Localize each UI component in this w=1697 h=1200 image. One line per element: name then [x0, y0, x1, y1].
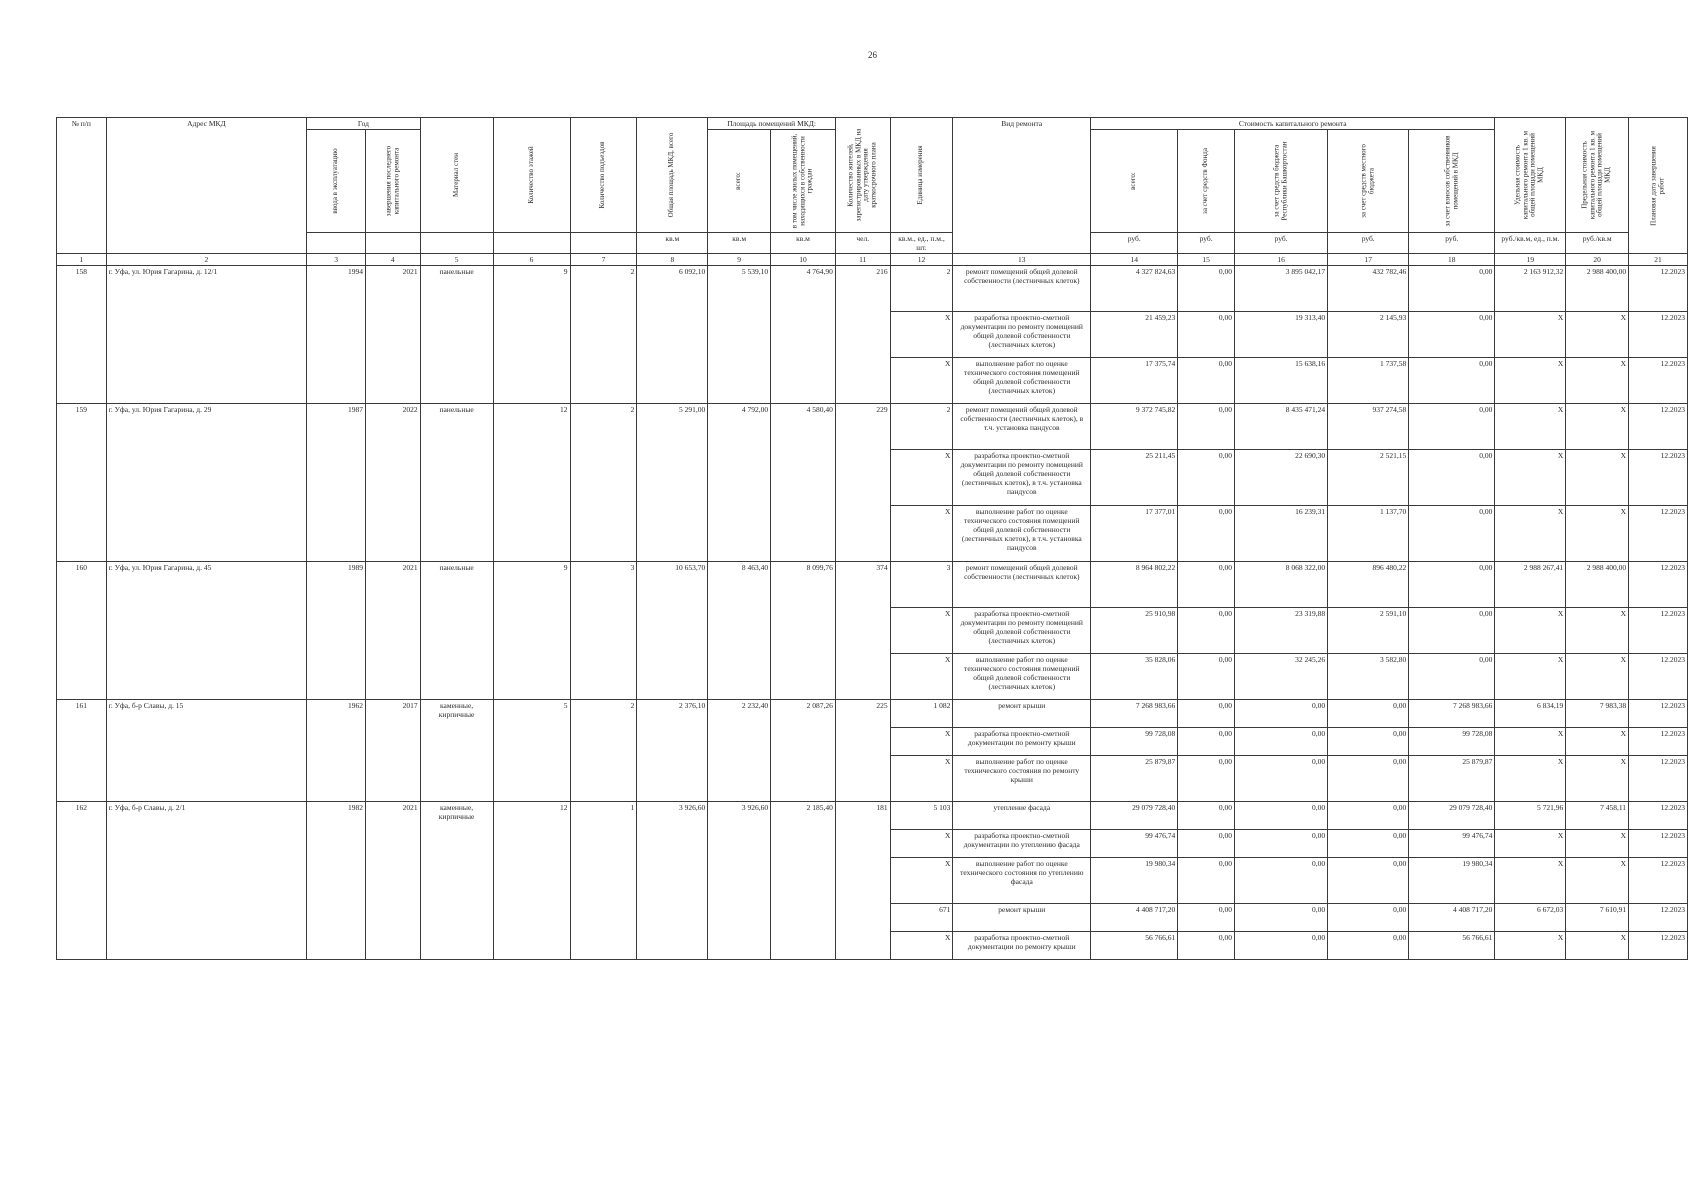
cell-owners: 0,00 — [1409, 404, 1495, 450]
cell-unit-cost: X — [1495, 932, 1566, 960]
cell-no: 159 — [57, 404, 107, 562]
cell-fund: 0,00 — [1178, 654, 1235, 700]
cell-deadline: 12.2023 — [1629, 802, 1688, 830]
cell-year-last-repair: 2017 — [365, 700, 420, 802]
cell-premises-total: 4 792,00 — [708, 404, 771, 562]
cell-year-commission: 1982 — [307, 802, 366, 960]
cell-repair-type: выполнение работ по оценке технического состояния помещений общей долевой собственности (лестничных клеток) — [953, 358, 1091, 404]
cell-cost-total: 25 879,87 — [1091, 756, 1178, 802]
cell-unit: 671 — [890, 904, 953, 932]
cell-address: г. Уфа, б-р Славы, д. 2/1 — [106, 802, 307, 960]
hdr-material: Материал стен — [420, 118, 493, 233]
cell-repair-type: ремонт крыши — [953, 904, 1091, 932]
cell-premises-total: 5 539,10 — [708, 266, 771, 404]
cell-budget-local: 1 737,58 — [1328, 358, 1409, 404]
unit-cell — [420, 233, 493, 254]
cell-fund: 0,00 — [1178, 756, 1235, 802]
unit-cell — [307, 233, 366, 254]
cell-material: каменные, кирпичные — [420, 700, 493, 802]
cell-max-cost: X — [1566, 728, 1629, 756]
cell-deadline: 12.2023 — [1629, 450, 1688, 506]
cell-premises-total: 3 926,60 — [708, 802, 771, 960]
cell-budget-local: 0,00 — [1328, 756, 1409, 802]
cell-unit: X — [890, 312, 953, 358]
cell-cost-total: 19 980,34 — [1091, 858, 1178, 904]
cell-total-area: 2 376,10 — [637, 700, 708, 802]
cell-unit: 2 — [890, 404, 953, 450]
unit-cell: кв.м — [637, 233, 708, 254]
cell-repair-type: ремонт помещений общей долевой собственности (лестничных клеток), в т.ч. установка пандусов — [953, 404, 1091, 450]
cell-no: 158 — [57, 266, 107, 404]
cell-budget-rb: 0,00 — [1234, 756, 1327, 802]
cell-fund: 0,00 — [1178, 312, 1235, 358]
cell-unit: X — [890, 608, 953, 654]
cell-owners: 0,00 — [1409, 450, 1495, 506]
cell-cost-total: 56 766,61 — [1091, 932, 1178, 960]
cell-max-cost: 7 983,38 — [1566, 700, 1629, 728]
cell-owners: 99 728,08 — [1409, 728, 1495, 756]
hdr-address: Адрес МКД — [106, 118, 307, 254]
column-number-cell: 19 — [1495, 254, 1566, 266]
cell-budget-local: 2 521,15 — [1328, 450, 1409, 506]
cell-owners: 0,00 — [1409, 358, 1495, 404]
cell-entrances: 2 — [570, 404, 637, 562]
cell-budget-local: 1 137,70 — [1328, 506, 1409, 562]
cell-cost-total: 17 375,74 — [1091, 358, 1178, 404]
cell-cost-total: 4 408 717,20 — [1091, 904, 1178, 932]
column-number-cell: 13 — [953, 254, 1091, 266]
unit-cell: руб. — [1328, 233, 1409, 254]
hdr-cost-total: всего: — [1091, 130, 1178, 233]
column-number-cell: 4 — [365, 254, 420, 266]
cell-cost-total: 25 910,98 — [1091, 608, 1178, 654]
cell-floors: 12 — [493, 404, 570, 562]
cell-budget-local: 0,00 — [1328, 830, 1409, 858]
unit-cell — [365, 233, 420, 254]
cell-budget-local: 2 591,10 — [1328, 608, 1409, 654]
cell-owners: 4 408 717,20 — [1409, 904, 1495, 932]
cell-unit: X — [890, 358, 953, 404]
cell-deadline: 12.2023 — [1629, 756, 1688, 802]
cell-entrances: 2 — [570, 266, 637, 404]
column-number-cell: 20 — [1566, 254, 1629, 266]
unit-cell: кв.м — [771, 233, 836, 254]
cell-material: каменные, кирпичные — [420, 802, 493, 960]
cell-fund: 0,00 — [1178, 830, 1235, 858]
cell-repair-type: выполнение работ по оценке технического состояния помещений общей долевой собственности (лестничных клеток) — [953, 654, 1091, 700]
cell-unit-cost: 2 163 912,32 — [1495, 266, 1566, 312]
cell-unit-cost: X — [1495, 450, 1566, 506]
cell-budget-local: 2 145,93 — [1328, 312, 1409, 358]
hdr-owners: за счет взносов собственников помещений в МКД — [1409, 130, 1495, 233]
cell-premises-total: 2 232,40 — [708, 700, 771, 802]
cell-budget-rb: 16 239,31 — [1234, 506, 1327, 562]
cell-max-cost: 7 458,11 — [1566, 802, 1629, 830]
hdr-floors: Количество этажей — [493, 118, 570, 233]
hdr-unit: Единица измерения — [890, 118, 953, 233]
cell-deadline: 12.2023 — [1629, 562, 1688, 608]
cell-year-last-repair: 2021 — [365, 562, 420, 700]
hdr-premises-residential: в том числе жилых помещений, находящихся в собственности граждан — [771, 130, 836, 233]
cell-premises-residential: 4 580,40 — [771, 404, 836, 562]
cell-repair-type: разработка проектно-сметной документации по ремонту крыши — [953, 932, 1091, 960]
cell-unit: 5 103 — [890, 802, 953, 830]
cell-owners: 0,00 — [1409, 608, 1495, 654]
cell-max-cost: X — [1566, 608, 1629, 654]
cell-premises-total: 8 463,40 — [708, 562, 771, 700]
cell-max-cost: 7 610,91 — [1566, 904, 1629, 932]
cell-cost-total: 99 476,74 — [1091, 830, 1178, 858]
cell-deadline: 12.2023 — [1629, 904, 1688, 932]
hdr-no: № п/п — [57, 118, 107, 254]
column-number-cell: 8 — [637, 254, 708, 266]
cell-fund: 0,00 — [1178, 450, 1235, 506]
cell-budget-local: 937 274,58 — [1328, 404, 1409, 450]
cell-budget-rb: 0,00 — [1234, 728, 1327, 756]
cell-premises-residential: 4 764,90 — [771, 266, 836, 404]
unit-cell: руб. — [1091, 233, 1178, 254]
cell-no: 160 — [57, 562, 107, 700]
cell-repair-type: выполнение работ по оценке технического состояния по ремонту крыши — [953, 756, 1091, 802]
cell-cost-total: 7 268 983,66 — [1091, 700, 1178, 728]
cell-deadline: 12.2023 — [1629, 858, 1688, 904]
cell-max-cost: X — [1566, 756, 1629, 802]
cell-budget-rb: 0,00 — [1234, 830, 1327, 858]
cell-unit: X — [890, 830, 953, 858]
cell-premises-residential: 8 099,76 — [771, 562, 836, 700]
hdr-year-last-repair: завершения последнего капитального ремонта — [365, 130, 420, 233]
column-number-cell: 12 — [890, 254, 953, 266]
cell-budget-local: 896 480,22 — [1328, 562, 1409, 608]
unit-cell: руб. — [1178, 233, 1235, 254]
cell-unit: X — [890, 450, 953, 506]
column-number-cell: 18 — [1409, 254, 1495, 266]
hdr-unit-cost: Удельная стоимость капитального ремонта 1 кв. м общей площади помещений МКД — [1495, 118, 1566, 233]
cell-fund: 0,00 — [1178, 358, 1235, 404]
cell-deadline: 12.2023 — [1629, 728, 1688, 756]
cell-total-area: 5 291,00 — [637, 404, 708, 562]
cell-cost-total: 21 459,23 — [1091, 312, 1178, 358]
cell-cost-total: 8 964 802,22 — [1091, 562, 1178, 608]
cell-unit: X — [890, 756, 953, 802]
cell-deadline: 12.2023 — [1629, 700, 1688, 728]
cell-fund: 0,00 — [1178, 802, 1235, 830]
cell-repair-type: ремонт крыши — [953, 700, 1091, 728]
cell-cost-total: 99 728,08 — [1091, 728, 1178, 756]
cell-unit-cost: 6 672,03 — [1495, 904, 1566, 932]
cell-repair-type: выполнение работ по оценке технического состояния по утеплению фасада — [953, 858, 1091, 904]
cell-deadline: 12.2023 — [1629, 932, 1688, 960]
cell-material: панельные — [420, 562, 493, 700]
cell-cost-total: 17 377,01 — [1091, 506, 1178, 562]
cell-residents: 216 — [835, 266, 890, 404]
cell-max-cost: X — [1566, 358, 1629, 404]
column-number-cell: 5 — [420, 254, 493, 266]
cell-address: г. Уфа, б-р Славы, д. 15 — [106, 700, 307, 802]
cell-owners: 0,00 — [1409, 312, 1495, 358]
cell-unit-cost: X — [1495, 830, 1566, 858]
cell-budget-local: 0,00 — [1328, 728, 1409, 756]
cell-repair-type: разработка проектно-сметной документации по ремонту помещений общей долевой собственности (лестничных клеток) — [953, 608, 1091, 654]
cell-max-cost: X — [1566, 312, 1629, 358]
cell-budget-rb: 0,00 — [1234, 802, 1327, 830]
cell-max-cost: X — [1566, 858, 1629, 904]
hdr-entrances: Количество подъездов — [570, 118, 637, 233]
cell-owners: 25 879,87 — [1409, 756, 1495, 802]
cell-material: панельные — [420, 404, 493, 562]
hdr-premises-group: Площадь помещений МКД: — [708, 118, 836, 130]
cell-budget-rb: 0,00 — [1234, 932, 1327, 960]
hdr-repair-type: Вид ремонта — [953, 118, 1091, 254]
cell-year-last-repair: 2022 — [365, 404, 420, 562]
cell-budget-rb: 32 245,26 — [1234, 654, 1327, 700]
cell-deadline: 12.2023 — [1629, 654, 1688, 700]
cell-owners: 7 268 983,66 — [1409, 700, 1495, 728]
hdr-premises-total: всего: — [708, 130, 771, 233]
cell-residents: 225 — [835, 700, 890, 802]
cell-unit-cost: X — [1495, 404, 1566, 450]
cell-fund: 0,00 — [1178, 728, 1235, 756]
cell-unit: X — [890, 728, 953, 756]
unit-cell: кв.м., ед., п.м., шт. — [890, 233, 953, 254]
cell-fund: 0,00 — [1178, 562, 1235, 608]
cell-max-cost: 2 988 400,00 — [1566, 562, 1629, 608]
cell-unit-cost: 2 988 267,41 — [1495, 562, 1566, 608]
cell-fund: 0,00 — [1178, 506, 1235, 562]
cell-deadline: 12.2023 — [1629, 404, 1688, 450]
cell-fund: 0,00 — [1178, 932, 1235, 960]
cell-budget-local: 0,00 — [1328, 700, 1409, 728]
hdr-year-group: Год — [307, 118, 420, 130]
cell-no: 162 — [57, 802, 107, 960]
cell-unit: X — [890, 932, 953, 960]
cell-entrances: 3 — [570, 562, 637, 700]
cell-floors: 9 — [493, 266, 570, 404]
cell-deadline: 12.2023 — [1629, 266, 1688, 312]
repair-plan-table — [56, 117, 1688, 960]
cell-repair-type: разработка проектно-сметной документации по утеплению фасада — [953, 830, 1091, 858]
hdr-budget-rb: за счет средств бюджета Республики Башкортостан — [1234, 130, 1327, 233]
cell-residents: 374 — [835, 562, 890, 700]
cell-unit-cost: X — [1495, 358, 1566, 404]
cell-budget-rb: 8 435 471,24 — [1234, 404, 1327, 450]
cell-owners: 19 980,34 — [1409, 858, 1495, 904]
cell-unit: X — [890, 654, 953, 700]
cell-budget-rb: 0,00 — [1234, 700, 1327, 728]
cell-unit-cost: X — [1495, 654, 1566, 700]
column-number-cell: 21 — [1629, 254, 1688, 266]
hdr-deadline: Плановая дата завершения работ — [1629, 118, 1688, 254]
unit-cell: руб. — [1409, 233, 1495, 254]
cell-budget-rb: 3 895 042,17 — [1234, 266, 1327, 312]
column-number-cell: 9 — [708, 254, 771, 266]
cell-deadline: 12.2023 — [1629, 608, 1688, 654]
cell-max-cost: X — [1566, 654, 1629, 700]
cell-fund: 0,00 — [1178, 858, 1235, 904]
cell-max-cost: 2 988 400,00 — [1566, 266, 1629, 312]
cell-unit: X — [890, 506, 953, 562]
cell-fund: 0,00 — [1178, 266, 1235, 312]
cell-owners: 0,00 — [1409, 654, 1495, 700]
column-numbers-row — [57, 254, 1688, 266]
cell-unit-cost: 5 721,96 — [1495, 802, 1566, 830]
cell-owners: 99 476,74 — [1409, 830, 1495, 858]
cell-entrances: 2 — [570, 700, 637, 802]
hdr-max-cost: Предельная стоимость капитального ремонта 1 кв. м общей площади помещений МКД — [1566, 118, 1629, 233]
cell-budget-local: 0,00 — [1328, 904, 1409, 932]
hdr-residents: Количество жителей, зарегистрированных в МКД на дату утверждения краткосрочного плана — [835, 118, 890, 233]
cell-address: г. Уфа, ул. Юрия Гагарина, д. 29 — [106, 404, 307, 562]
cell-deadline: 12.2023 — [1629, 506, 1688, 562]
column-number-cell: 10 — [771, 254, 836, 266]
cell-fund: 0,00 — [1178, 404, 1235, 450]
cell-residents: 181 — [835, 802, 890, 960]
cell-budget-rb: 19 313,40 — [1234, 312, 1327, 358]
table-body — [57, 266, 1688, 960]
cell-unit-cost: X — [1495, 728, 1566, 756]
cell-material: панельные — [420, 266, 493, 404]
cell-deadline: 12.2023 — [1629, 312, 1688, 358]
cell-year-last-repair: 2021 — [365, 802, 420, 960]
unit-cell: чел. — [835, 233, 890, 254]
page-number: 26 — [868, 50, 877, 60]
cell-budget-local: 432 782,46 — [1328, 266, 1409, 312]
cell-no: 161 — [57, 700, 107, 802]
cell-budget-rb: 23 319,88 — [1234, 608, 1327, 654]
unit-cell: руб./кв.м — [1566, 233, 1629, 254]
cell-floors: 5 — [493, 700, 570, 802]
cell-fund: 0,00 — [1178, 608, 1235, 654]
column-number-cell: 7 — [570, 254, 637, 266]
cell-floors: 12 — [493, 802, 570, 960]
cell-repair-type: разработка проектно-сметной документации по ремонту крыши — [953, 728, 1091, 756]
cell-budget-rb: 0,00 — [1234, 904, 1327, 932]
cell-unit: 2 — [890, 266, 953, 312]
cell-unit-cost: X — [1495, 608, 1566, 654]
cell-fund: 0,00 — [1178, 904, 1235, 932]
cell-total-area: 6 092,10 — [637, 266, 708, 404]
unit-cell: кв.м — [708, 233, 771, 254]
cell-unit: 1 082 — [890, 700, 953, 728]
cell-budget-local: 0,00 — [1328, 802, 1409, 830]
cell-address: г. Уфа, ул. Юрия Гагарина, д. 45 — [106, 562, 307, 700]
table-header — [57, 118, 1688, 266]
cell-unit: 3 — [890, 562, 953, 608]
cell-premises-residential: 2 185,40 — [771, 802, 836, 960]
unit-cell: руб. — [1234, 233, 1327, 254]
cell-budget-local: 3 582,80 — [1328, 654, 1409, 700]
table-row — [57, 266, 1688, 312]
cell-unit-cost: 6 834,19 — [1495, 700, 1566, 728]
column-number-cell: 15 — [1178, 254, 1235, 266]
cell-year-commission: 1987 — [307, 404, 366, 562]
column-number-cell: 6 — [493, 254, 570, 266]
cell-unit-cost: X — [1495, 506, 1566, 562]
cell-year-commission: 1994 — [307, 266, 366, 404]
hdr-total-area: Общая площадь МКД, всего — [637, 118, 708, 233]
cell-budget-rb: 8 068 322,00 — [1234, 562, 1327, 608]
cell-unit-cost: X — [1495, 312, 1566, 358]
cell-unit: X — [890, 858, 953, 904]
hdr-budget-local: за счет средств местного бюджета — [1328, 130, 1409, 233]
column-number-cell: 16 — [1234, 254, 1327, 266]
cell-cost-total: 4 327 824,63 — [1091, 266, 1178, 312]
cell-total-area: 3 926,60 — [637, 802, 708, 960]
cell-floors: 9 — [493, 562, 570, 700]
unit-cell — [570, 233, 637, 254]
cell-address: г. Уфа, ул. Юрия Гагарина, д. 12/1 — [106, 266, 307, 404]
column-number-cell: 14 — [1091, 254, 1178, 266]
table-row — [57, 404, 1688, 450]
column-number-cell: 2 — [106, 254, 307, 266]
column-number-cell: 11 — [835, 254, 890, 266]
table-row — [57, 802, 1688, 830]
cell-owners: 56 766,61 — [1409, 932, 1495, 960]
cell-max-cost: X — [1566, 506, 1629, 562]
cell-repair-type: разработка проектно-сметной документации по ремонту помещений общей долевой собственности (лестничных клеток), в т.ч. установка пандусов — [953, 450, 1091, 506]
cell-max-cost: X — [1566, 932, 1629, 960]
cell-premises-residential: 2 087,26 — [771, 700, 836, 802]
cell-total-area: 10 653,70 — [637, 562, 708, 700]
column-number-cell: 17 — [1328, 254, 1409, 266]
cell-year-last-repair: 2021 — [365, 266, 420, 404]
cell-repair-type: ремонт помещений общей долевой собственности (лестничных клеток) — [953, 266, 1091, 312]
unit-cell: руб./кв.м, ед., п.м. — [1495, 233, 1566, 254]
table-row — [57, 700, 1688, 728]
cell-owners: 29 079 728,40 — [1409, 802, 1495, 830]
cell-deadline: 12.2023 — [1629, 358, 1688, 404]
cell-residents: 229 — [835, 404, 890, 562]
cell-deadline: 12.2023 — [1629, 830, 1688, 858]
cell-budget-rb: 0,00 — [1234, 858, 1327, 904]
hdr-fund: за счет средств Фонда — [1178, 130, 1235, 233]
cell-cost-total: 9 372 745,82 — [1091, 404, 1178, 450]
cell-entrances: 1 — [570, 802, 637, 960]
hdr-cost-group: Стоимость капитального ремонта — [1091, 118, 1495, 130]
table-row — [57, 562, 1688, 608]
cell-max-cost: X — [1566, 450, 1629, 506]
cell-repair-type: выполнение работ по оценке технического состояния помещений общей долевой собственности (лестничных клеток), в т.ч. установка пандусов — [953, 506, 1091, 562]
cell-owners: 0,00 — [1409, 266, 1495, 312]
cell-budget-local: 0,00 — [1328, 932, 1409, 960]
cell-fund: 0,00 — [1178, 700, 1235, 728]
cell-year-commission: 1989 — [307, 562, 366, 700]
cell-unit-cost: X — [1495, 756, 1566, 802]
cell-unit-cost: X — [1495, 858, 1566, 904]
column-number-cell: 3 — [307, 254, 366, 266]
cell-repair-type: разработка проектно-сметной документации по ремонту помещений общей долевой собственности (лестничных клеток) — [953, 312, 1091, 358]
cell-owners: 0,00 — [1409, 506, 1495, 562]
cell-max-cost: X — [1566, 404, 1629, 450]
cell-max-cost: X — [1566, 830, 1629, 858]
cell-budget-rb: 15 638,16 — [1234, 358, 1327, 404]
hdr-year-commission: ввода в эксплуатацию — [307, 130, 366, 233]
column-number-cell: 1 — [57, 254, 107, 266]
cell-cost-total: 29 079 728,40 — [1091, 802, 1178, 830]
cell-budget-rb: 22 690,30 — [1234, 450, 1327, 506]
cell-year-commission: 1962 — [307, 700, 366, 802]
cell-budget-local: 0,00 — [1328, 858, 1409, 904]
cell-repair-type: ремонт помещений общей долевой собственности (лестничных клеток) — [953, 562, 1091, 608]
cell-cost-total: 35 828,06 — [1091, 654, 1178, 700]
unit-cell — [493, 233, 570, 254]
cell-cost-total: 25 211,45 — [1091, 450, 1178, 506]
cell-repair-type: утепление фасада — [953, 802, 1091, 830]
cell-owners: 0,00 — [1409, 562, 1495, 608]
